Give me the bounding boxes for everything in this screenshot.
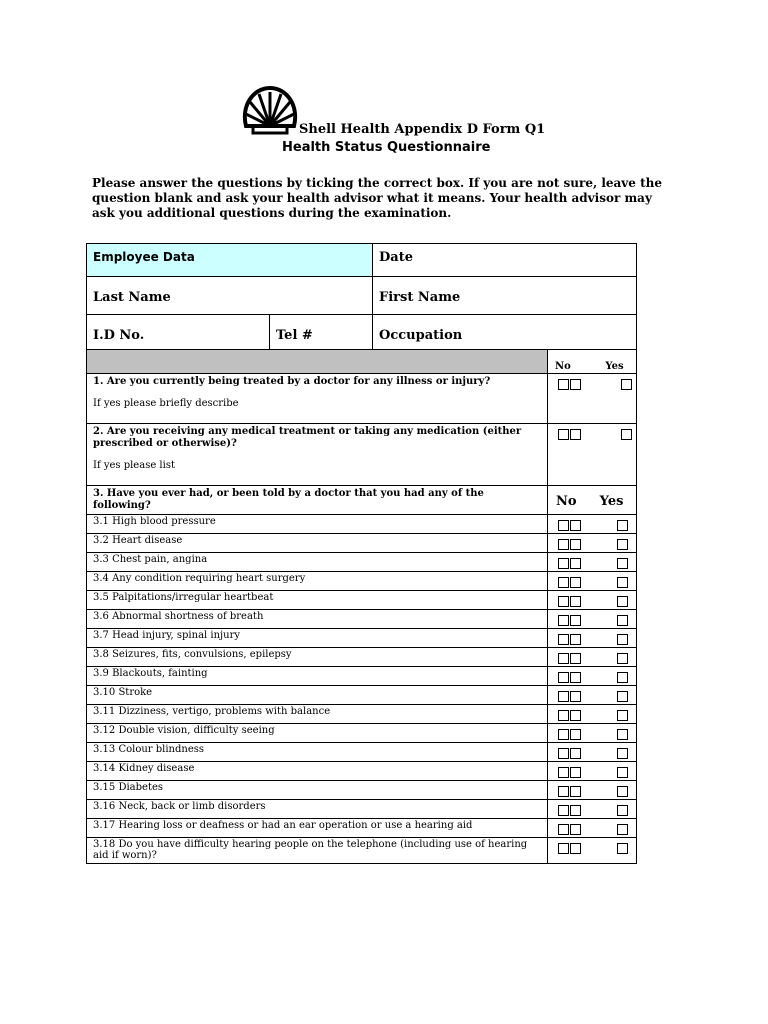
q1-no-checkbox-2[interactable] (570, 379, 581, 390)
condition-label: 3.6 Abnormal shortness of breath (87, 610, 548, 629)
no-checkbox-2[interactable] (570, 843, 581, 854)
condition-answer (548, 838, 637, 864)
condition-label: 3.9 Blackouts, fainting (87, 667, 548, 686)
condition-row (87, 705, 637, 724)
no-checkbox-2[interactable] (570, 805, 581, 816)
no-checkbox[interactable] (558, 691, 569, 702)
condition-answer (548, 553, 637, 572)
yes-column-label-2: Yes (599, 494, 624, 509)
no-checkbox[interactable] (558, 748, 569, 759)
telephone-field[interactable]: Tel # (270, 315, 373, 350)
q2-no-checkbox[interactable] (558, 429, 569, 440)
no-checkbox[interactable] (558, 634, 569, 645)
no-checkbox-2[interactable] (570, 691, 581, 702)
yes-checkbox[interactable] (617, 558, 628, 569)
condition-answer (548, 686, 637, 705)
condition-label: 3.1 High blood pressure (87, 515, 548, 534)
condition-row (87, 819, 637, 838)
section-header-bar (87, 350, 548, 374)
no-checkbox-2[interactable] (570, 767, 581, 778)
condition-answer (548, 648, 637, 667)
id-number-field[interactable]: I.D No. (87, 315, 270, 350)
no-checkbox[interactable] (558, 672, 569, 683)
condition-answer (548, 705, 637, 724)
condition-label: 3.18 Do you have difficulty hearing people on the telephone (including use of hearing aid if worn)? (87, 838, 548, 864)
yes-column-label: Yes (605, 361, 624, 372)
no-checkbox-2[interactable] (570, 539, 581, 550)
condition-answer (548, 667, 637, 686)
yes-checkbox[interactable] (617, 843, 628, 854)
condition-row (87, 781, 637, 800)
no-yes-header (548, 350, 637, 374)
condition-row (87, 629, 637, 648)
yes-checkbox[interactable] (617, 520, 628, 531)
condition-row (87, 762, 637, 781)
condition-row (87, 648, 637, 667)
no-checkbox[interactable] (558, 653, 569, 664)
no-column-label: No (555, 361, 571, 372)
condition-row (87, 667, 637, 686)
yes-checkbox[interactable] (617, 710, 628, 721)
condition-label: 3.13 Colour blindness (87, 743, 548, 762)
condition-row (87, 572, 637, 591)
condition-row (87, 591, 637, 610)
form-title: Shell Health Appendix D Form Q1 (299, 122, 546, 137)
no-checkbox-2[interactable] (570, 672, 581, 683)
condition-row (87, 553, 637, 572)
questionnaire-table (86, 243, 637, 864)
yes-checkbox[interactable] (617, 767, 628, 778)
condition-label: 3.10 Stroke (87, 686, 548, 705)
occupation-field[interactable]: Occupation (373, 315, 637, 350)
condition-answer (548, 781, 637, 800)
last-name-field[interactable]: Last Name (87, 277, 373, 315)
question-2 (87, 424, 548, 486)
yes-checkbox[interactable] (617, 729, 628, 740)
condition-label: 3.4 Any condition requiring heart surgery (87, 572, 548, 591)
form-subtitle: Health Status Questionnaire (282, 140, 491, 155)
condition-row (87, 610, 637, 629)
q1-no-checkbox[interactable] (558, 379, 569, 390)
no-checkbox[interactable] (558, 539, 569, 550)
condition-answer (548, 534, 637, 553)
condition-answer (548, 591, 637, 610)
condition-row (87, 800, 637, 819)
condition-answer (548, 724, 637, 743)
no-checkbox[interactable] (558, 843, 569, 854)
condition-answer (548, 762, 637, 781)
condition-label: 3.14 Kidney disease (87, 762, 548, 781)
condition-answer (548, 819, 637, 838)
condition-label: 3.11 Dizziness, vertigo, problems with balance (87, 705, 548, 724)
first-name-field[interactable]: First Name (373, 277, 637, 315)
question-3-text: 3. Have you ever had, or been told by a doctor that you had any of the following? (87, 486, 548, 515)
yes-checkbox[interactable] (617, 653, 628, 664)
yes-checkbox[interactable] (617, 748, 628, 759)
condition-answer (548, 515, 637, 534)
question-1-text: 1. Are you currently being treated by a doctor for any illness or injury? (93, 376, 491, 387)
no-checkbox-2[interactable] (570, 596, 581, 607)
no-checkbox-2[interactable] (570, 748, 581, 759)
yes-checkbox[interactable] (617, 539, 628, 550)
no-checkbox-2[interactable] (570, 710, 581, 721)
question-1 (87, 374, 548, 424)
question-1-hint: If yes please briefly describe (93, 398, 239, 409)
no-checkbox[interactable] (558, 577, 569, 588)
no-checkbox[interactable] (558, 786, 569, 797)
no-column-label-2: No (556, 494, 577, 509)
yes-checkbox[interactable] (617, 577, 628, 588)
condition-label: 3.15 Diabetes (87, 781, 548, 800)
no-checkbox-2[interactable] (570, 653, 581, 664)
condition-row (87, 686, 637, 705)
no-checkbox[interactable] (558, 520, 569, 531)
no-checkbox-2[interactable] (570, 729, 581, 740)
no-checkbox-2[interactable] (570, 577, 581, 588)
condition-answer (548, 743, 637, 762)
no-checkbox-2[interactable] (570, 786, 581, 797)
question-1-answer (548, 374, 637, 424)
yes-checkbox[interactable] (617, 615, 628, 626)
no-checkbox[interactable] (558, 615, 569, 626)
no-checkbox-2[interactable] (570, 824, 581, 835)
question-2-hint: If yes please list (93, 460, 175, 471)
no-checkbox-2[interactable] (570, 558, 581, 569)
no-checkbox-2[interactable] (570, 520, 581, 531)
q2-yes-checkbox[interactable] (621, 429, 632, 440)
condition-row (87, 515, 637, 534)
yes-checkbox[interactable] (617, 824, 628, 835)
no-checkbox[interactable] (558, 710, 569, 721)
condition-label: 3.12 Double vision, difficulty seeing (87, 724, 548, 743)
no-checkbox[interactable] (558, 596, 569, 607)
question-3-header (548, 486, 637, 515)
no-checkbox[interactable] (558, 805, 569, 816)
yes-checkbox[interactable] (617, 805, 628, 816)
no-checkbox-2[interactable] (570, 615, 581, 626)
question-2-text: 2. Are you receiving any medical treatment or taking any medication (either prescribed or otherwise)? (93, 426, 522, 449)
no-checkbox[interactable] (558, 824, 569, 835)
condition-label: 3.16 Neck, back or limb disorders (87, 800, 548, 819)
no-checkbox[interactable] (558, 558, 569, 569)
condition-label: 3.17 Hearing loss or deafness or had an ear operation or use a hearing aid (87, 819, 548, 838)
yes-checkbox[interactable] (617, 691, 628, 702)
condition-label: 3.2 Heart disease (87, 534, 548, 553)
condition-row (87, 743, 637, 762)
condition-row (87, 534, 637, 553)
condition-answer (548, 629, 637, 648)
condition-answer (548, 800, 637, 819)
condition-label: 3.8 Seizures, fits, convulsions, epilepsy (87, 648, 548, 667)
q1-yes-checkbox[interactable] (621, 379, 632, 390)
yes-checkbox[interactable] (617, 634, 628, 645)
condition-row (87, 724, 637, 743)
condition-label: 3.7 Head injury, spinal injury (87, 629, 548, 648)
condition-label: 3.5 Palpitations/irregular heartbeat (87, 591, 548, 610)
condition-answer (548, 610, 637, 629)
yes-checkbox[interactable] (617, 786, 628, 797)
employee-data-label: Employee Data (87, 244, 373, 277)
q2-no-checkbox-2[interactable] (570, 429, 581, 440)
condition-answer (548, 572, 637, 591)
no-checkbox[interactable] (558, 729, 569, 740)
yes-checkbox[interactable] (617, 596, 628, 607)
shell-logo (241, 86, 299, 136)
question-2-answer (548, 424, 637, 486)
no-checkbox-2[interactable] (570, 634, 581, 645)
date-field[interactable]: Date (373, 244, 637, 277)
yes-checkbox[interactable] (617, 672, 628, 683)
condition-label: 3.3 Chest pain, angina (87, 553, 548, 572)
no-checkbox[interactable] (558, 767, 569, 778)
condition-row (87, 838, 637, 864)
intro-instructions: Please answer the questions by ticking the correct box. If you are not sure, leave the question blank and ask your health advisor what it means. Your health advisor may ask you additional questions during the examination. (92, 176, 662, 220)
